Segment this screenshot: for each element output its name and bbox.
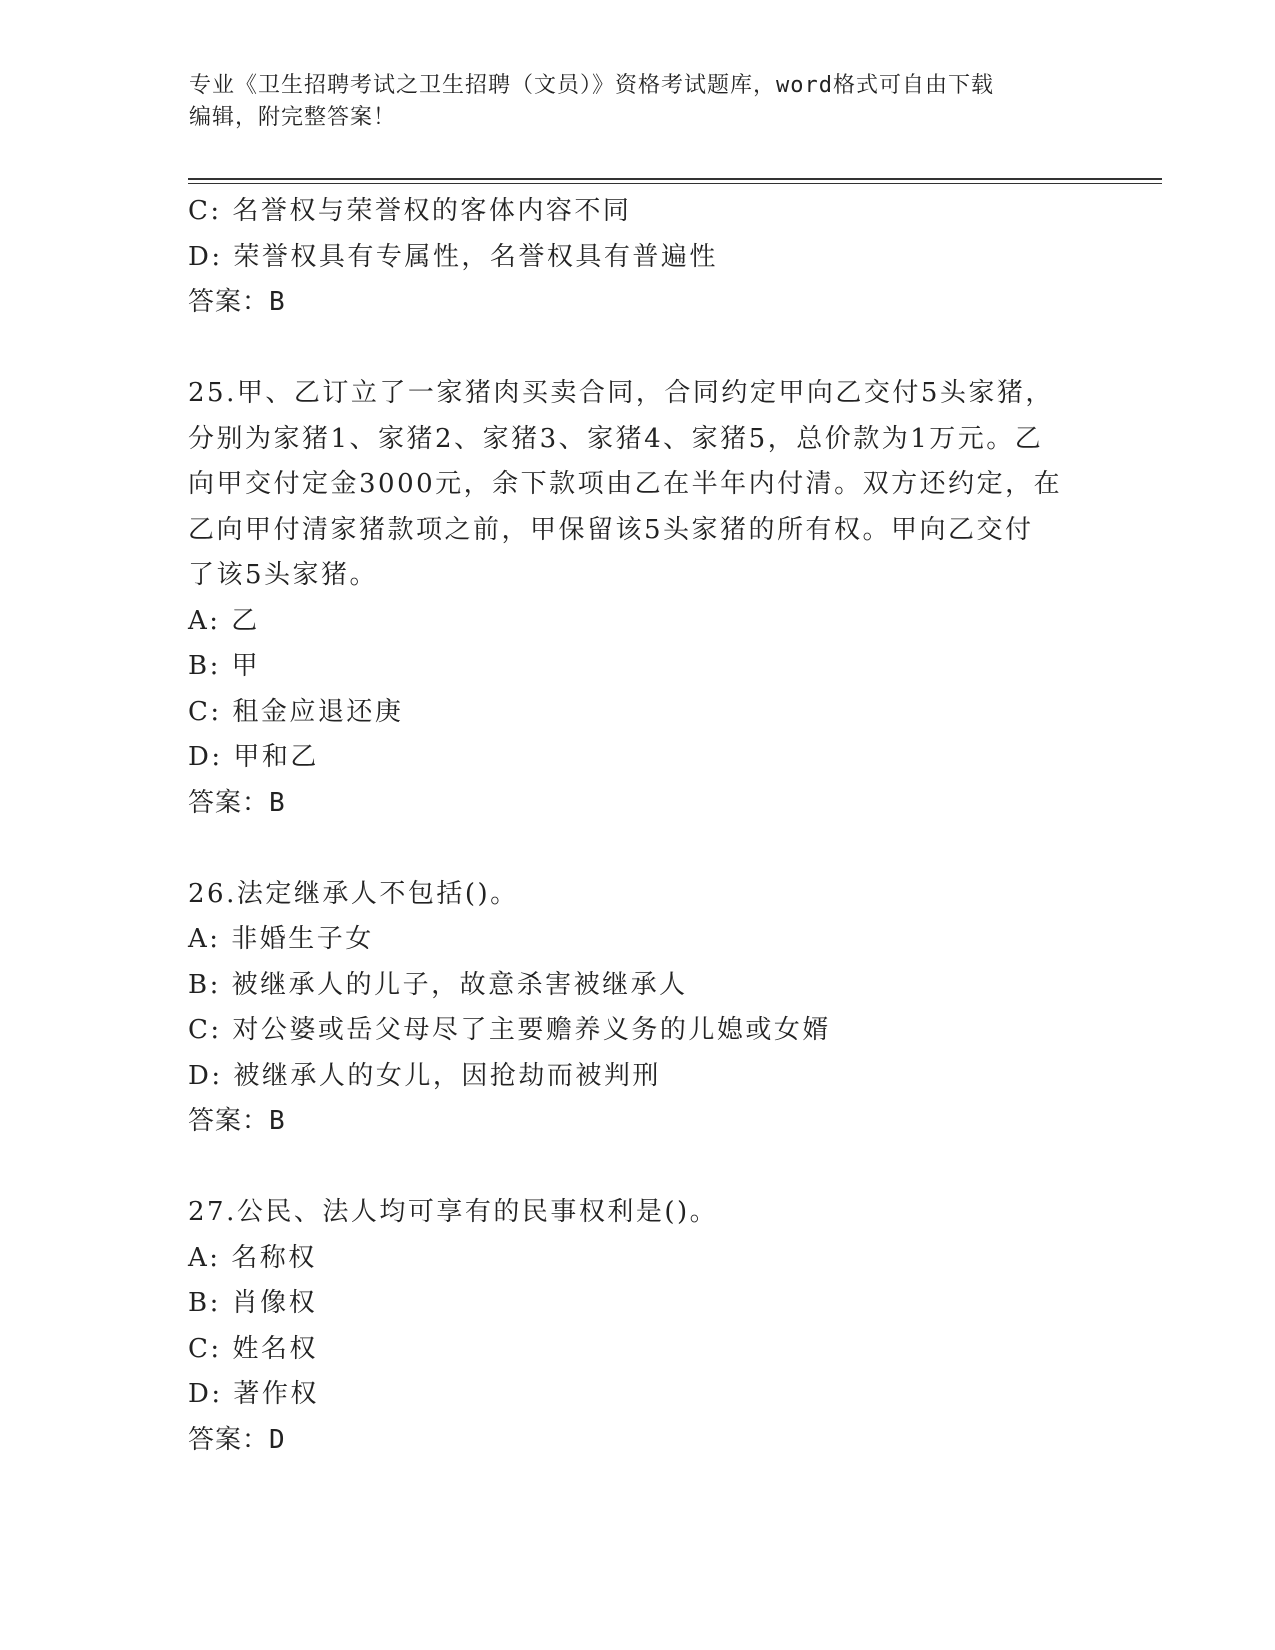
spacer (188, 826, 1088, 872)
question-stem-line: 26.法定继承人不包括()。 (188, 878, 519, 909)
option-c: C: 租金应退还庚 (188, 696, 404, 727)
spacer (188, 1145, 1088, 1191)
answer-line: 答案：D (188, 1424, 286, 1455)
header-title-line-2: 编辑，附完整答案！ (189, 105, 397, 130)
answer-line: 答案：B (188, 787, 286, 818)
option-d: D: 被继承人的女儿，因抢劫而被判刑 (188, 1060, 661, 1091)
option-b: B: 肖像权 (188, 1288, 318, 1318)
question-block-25 (188, 371, 1088, 826)
question-content (188, 189, 1088, 1463)
question-block-26 (188, 872, 1088, 1145)
option-c: C: 对公婆或岳父母尽了主要赡养义务的儿媳或女婿 (188, 1015, 831, 1045)
answer-line: 答案：B (188, 1106, 286, 1136)
question-stem-line: 分别为家猪1、家猪2、家猪3、家猪4、家猪5，总价款为1万元。乙 (188, 423, 1044, 454)
question-block-continued (188, 189, 1088, 326)
question-stem-line: 25.甲、乙订立了一家猪肉买卖合同，合同约定甲向乙交付5头家猪， (188, 378, 1054, 408)
header-title-line-1: 专业《卫生招聘考试之卫生招聘（文员）》资格考试题库，word格式可自由下载 (189, 73, 994, 98)
header-divider-thick (188, 178, 1162, 180)
question-stem-line: 了该5头家猪。 (188, 560, 379, 590)
option-b: B: 被继承人的儿子，故意杀害被继承人 (188, 969, 688, 1000)
option-a: A: 名称权 (188, 1242, 317, 1273)
question-stem-line: 向甲交付定金3000元，余下款项由乙在半年内付清。双方还约定，在 (188, 469, 1063, 499)
option-c: C: 姓名权 (188, 1333, 318, 1364)
question-stem-line: 27.公民、法人均可享有的民事权利是()。 (188, 1197, 719, 1227)
document-header (189, 70, 1089, 134)
option-d: D: 甲和乙 (188, 742, 319, 772)
spacer (188, 326, 1088, 372)
option-d: D: 著作权 (188, 1379, 319, 1409)
header-divider-thin (188, 183, 1162, 184)
option-b: B: 甲 (188, 651, 261, 681)
answer-line: 答案：B (188, 287, 286, 317)
question-stem-line: 乙向甲付清家猪款项之前，甲保留该5头家猪的所有权。甲向乙交付 (188, 514, 1034, 545)
question-block-27 (188, 1190, 1088, 1463)
option-a: A: 乙 (188, 605, 260, 636)
option-c: C: 名誉权与荣誉权的客体内容不同 (188, 196, 632, 226)
option-d: D: 荣誉权具有专属性，名誉权具有普遍性 (188, 241, 718, 272)
option-a: A: 非婚生子女 (188, 924, 374, 954)
